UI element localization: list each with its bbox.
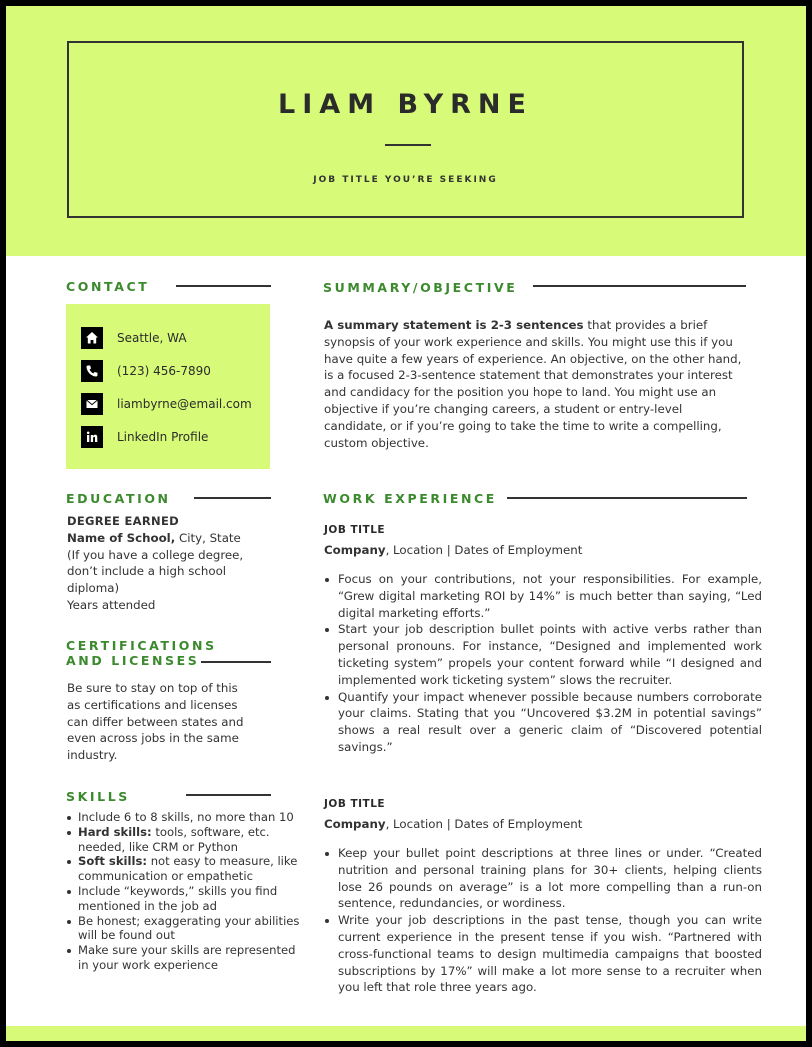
contact-heading-rule: [176, 285, 271, 287]
footer-band: [6, 1026, 806, 1041]
job-bullet: Start your job description bullet points with active verbs rather than personal pronouns. For instance, “Designed and implemented work ticketing system” propels your content forward while “I designed and implemented work ticketing system” slows the recruiter.: [324, 621, 762, 688]
skills-item: Make sure your skills are represented in your work experience: [67, 943, 303, 973]
job-2-details: , Location | Dates of Employment: [385, 817, 583, 831]
contact-box: [66, 304, 270, 469]
contact-location-text: Seattle, WA: [117, 331, 187, 345]
education-block: [67, 513, 257, 614]
summary-body: that provides a brief synopsis of your work experience and skills. You might use this if you have quite a few years of experience. An objective, on the other hand, is a focused 2-3-sentence statement that demonstrates your interest and candidacy for the position you hope to land. You might use an objective if you’re changing careers, a student or entry-level candidate, or if you’re going to take the time to write a compelling, custom objective.: [324, 318, 742, 450]
work-heading-rule: [507, 497, 747, 499]
target-job-title: JOB TITLE YOU’RE SEEKING: [313, 175, 498, 185]
school-name: Name of School,: [67, 530, 176, 545]
contact-heading: CONTACT: [66, 279, 150, 294]
job-1-title: JOB TITLE: [324, 524, 386, 536]
certifications-heading-line1: CERTIFICATIONS: [66, 638, 217, 653]
linkedin-icon: [81, 426, 103, 448]
job-bullet: Quantify your impact whenever possible because numbers corroborate your claims. Stating that you “Uncovered $3.2M in potential savings” shows a real result over a generic claim of “Discovered potential savings.”: [324, 689, 762, 756]
job-2-company-line: [324, 817, 582, 831]
header-frame: [67, 41, 744, 218]
job-2-title: JOB TITLE: [324, 798, 386, 810]
school-line: [67, 530, 257, 547]
summary-heading: SUMMARY/OBJECTIVE: [323, 280, 518, 295]
skills-heading: SKILLS: [66, 789, 130, 804]
certifications-heading-rule: [201, 661, 271, 663]
education-heading: EDUCATION: [66, 491, 171, 506]
skills-item: Be honest; exaggerating your abilities will be found out: [67, 914, 303, 944]
contact-linkedin-text[interactable]: LinkedIn Profile: [117, 430, 209, 444]
contact-location: [81, 327, 187, 349]
email-icon: [81, 393, 103, 415]
job-2-company: Company: [324, 817, 386, 831]
years-attended: Years attended: [67, 597, 156, 612]
degree-earned: DEGREE EARNED: [67, 514, 179, 528]
summary-lead: A summary statement is 2-3 sentences: [324, 318, 584, 332]
job-1-company-line: [324, 543, 582, 557]
skills-item: Include “keywords,” skills you find mentioned in the job ad: [67, 884, 303, 914]
skills-heading-rule: [186, 794, 271, 796]
certifications-text: Be sure to stay on top of this as certifications and licenses can differ between states and even across jobs in the same industry.: [67, 681, 244, 763]
phone-icon: [81, 360, 103, 382]
resume-page: [6, 6, 806, 1041]
contact-linkedin: [81, 426, 208, 448]
skills-item: Include 6 to 8 skills, no more than 10: [67, 810, 303, 825]
summary-heading-rule: [533, 285, 746, 287]
contact-phone-text[interactable]: (123) 456-7890: [117, 364, 211, 378]
home-icon: [81, 327, 103, 349]
school-location: City, State: [175, 530, 241, 545]
job-1-company: Company: [324, 543, 386, 557]
job-1-details: , Location | Dates of Employment: [385, 543, 583, 557]
job-bullet: Keep your bullet point descriptions at three lines or under. “Created nutrition and personal training plans for 30+ clients, helping clients lose 26 pounds on average” is a lot more compelling than a run-on sentence, redundancies, or wordiness.: [324, 845, 762, 912]
education-note: (If you have a college degree, don’t include a high school diploma): [67, 547, 244, 596]
skills-item: Soft skills: not easy to measure, like communication or empathetic: [67, 854, 303, 884]
job-2-bullets: [324, 845, 762, 996]
summary-text: [324, 317, 744, 451]
job-bullet: Focus on your contributions, not your responsibilities. For example, “Grew digital marketing ROI by 14%” is much better than saying, “Led digital marketing efforts.”: [324, 571, 762, 621]
work-heading: WORK EXPERIENCE: [323, 491, 497, 506]
contact-email: [81, 393, 252, 415]
name-divider: [385, 144, 431, 146]
job-bullet: Write your job descriptions in the past tense, though you can write current experience in the present tense if you wish. “Partnered with cross-functional teams to design multimedia campaigns that boosted subscriptions by 17%” will make a lot more sense to a recruiter when you left that role three years ago.: [324, 912, 762, 996]
education-heading-rule: [194, 497, 271, 499]
certifications-heading-line2: AND LICENSES: [66, 653, 200, 668]
candidate-name: LIAM BYRNE: [278, 89, 533, 120]
contact-phone: [81, 360, 211, 382]
job-1-bullets: [324, 571, 762, 756]
header-band: [6, 6, 806, 256]
skills-item: Hard skills: tools, software, etc. needed, like CRM or Python: [67, 825, 303, 855]
certifications-heading: [66, 638, 217, 668]
skills-list: [67, 810, 303, 973]
contact-email-text[interactable]: liambyrne@email.com: [117, 397, 252, 411]
